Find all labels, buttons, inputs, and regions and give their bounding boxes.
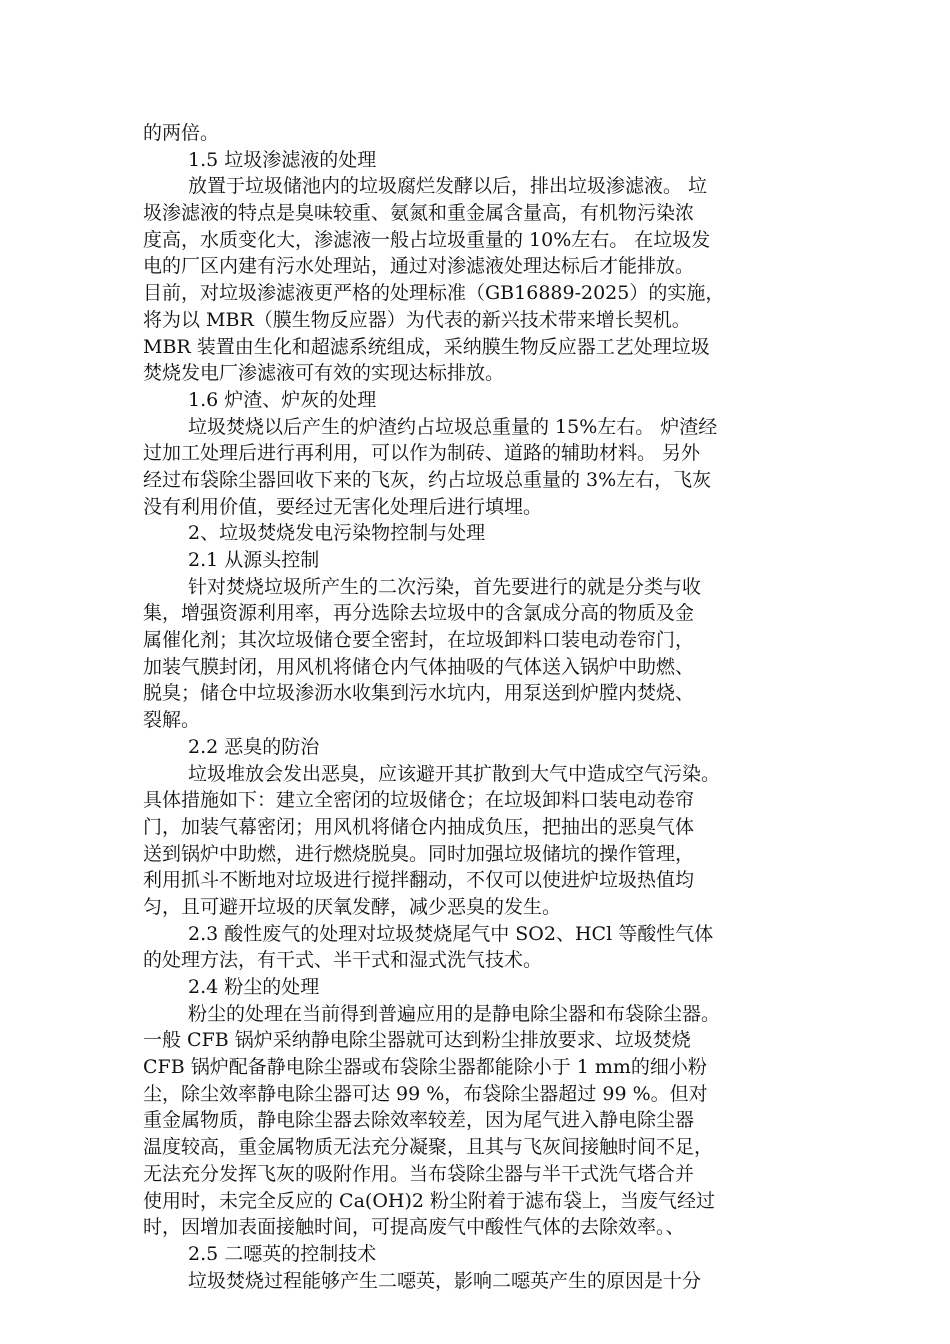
paragraph-line: 圾渗滤液的特点是臭味较重、氨氮和重金属含量高，有机物污染浓	[143, 202, 695, 225]
paragraph-line: 温度较高，重金属物质无法充分凝聚，且其与飞灰间接触时间不足，	[143, 1136, 714, 1159]
paragraph-line: 利用抓斗不断地对垃圾进行搅拌翻动，不仅可以使进炉垃圾热值均	[143, 869, 695, 892]
paragraph-line: 目前，对垃圾渗滤液更严格的处理标准（GB16889-2025）的实施，	[143, 282, 725, 305]
paragraph-line: 一般 CFB 锅炉采纳静电除尘器就可达到粉尘排放要求、垃圾焚烧	[143, 1029, 691, 1052]
paragraph-first-line: 垃圾堆放会发出恶臭，应该避开其扩散到大气中造成空气污染。	[188, 762, 721, 785]
paragraph-line: 门，加装气幕密闭；用风机将储仓内抽成负压，把抽出的恶臭气体	[143, 815, 695, 838]
paragraph-first-line: 2.3 酸性废气的处理对垃圾焚烧尾气中 SO2、HCl 等酸性气体	[188, 922, 714, 945]
paragraph-line: 重金属物质，静电除尘器去除效率较差，因为尾气进入静电除尘器	[143, 1109, 695, 1132]
paragraph-line: 电的厂区内建有污水处理站，通过对渗滤液处理达标后才能排放。	[143, 255, 695, 278]
paragraph-line: 的处理方法，有干式、半干式和湿式洗气技术。	[143, 949, 543, 972]
paragraph-line: 将为以 MBR（膜生物反应器）为代表的新兴技术带来增长契机。	[143, 308, 691, 331]
paragraph-line: 没有利用价值，要经过无害化处理后进行填埋。	[143, 495, 543, 518]
paragraph-line: 无法充分发挥飞灰的吸附作用。当布袋除尘器与半干式洗气塔合并	[143, 1162, 695, 1185]
paragraph-line: 经过布袋除尘器回收下来的飞灰，约占垃圾总重量的 3%左右，飞灰	[143, 468, 712, 491]
paragraph-line: 匀，且可避开垃圾的厌氧发酵，减少恶臭的发生。	[143, 895, 562, 918]
paragraph-first-line: 2.1 从源头控制	[188, 549, 320, 571]
paragraph-first-line: 1.6 炉渣、炉灰的处理	[188, 388, 377, 411]
paragraph-line: 送到锅炉中助燃，进行燃烧脱臭。同时加强垃圾储坑的操作管理，	[143, 842, 695, 865]
paragraph-line: 加装气膜封闭，用风机将储仓内气体抽吸的气体送入锅炉中助燃、	[143, 655, 695, 678]
paragraph-line: 脱臭；储仓中垃圾渗沥水收集到污水坑内，用泵送到炉膛内焚烧、	[143, 682, 695, 705]
paragraph-line: 集，增强资源利用率，再分选除去垃圾中的含氯成分高的物质及金	[143, 602, 695, 625]
paragraph-line: 具体措施如下：建立全密闭的垃圾储仓；在垃圾卸料口装电动卷帘	[143, 789, 695, 812]
document-body	[143, 120, 807, 1294]
paragraph-first-line: 2、垃圾焚烧发电污染物控制与处理	[188, 522, 486, 545]
paragraph-first-line: 垃圾焚烧以后产生的炉渣约占垃圾总重量的 15%左右。 炉渣经	[188, 415, 718, 438]
paragraph-first-line: 2.4 粉尘的处理	[188, 976, 320, 998]
paragraph-line: 属催化剂；其次垃圾储仓要全密封，在垃圾卸料口装电动卷帘门，	[143, 629, 695, 652]
paragraph-line: 裂解。	[143, 709, 201, 732]
paragraph-line: 焚烧发电厂渗滤液可有效的实现达标排放。	[143, 362, 505, 385]
paragraph-line: 过加工处理后进行再利用，可以作为制砖、道路的辅助材料。 另外	[143, 442, 701, 465]
paragraph-first-line: 垃圾焚烧过程能够产生二噁英，影响二噁英产生的原因是十分	[188, 1269, 702, 1292]
paragraph-first-line: 放置于垃圾储池内的垃圾腐烂发酵以后，排出垃圾渗滤液。 垃	[188, 175, 708, 198]
paragraph-line: 尘，除尘效率静电除尘器可达 99 %，布袋除尘器超过 99 %。但对	[143, 1082, 708, 1105]
paragraph-first-line: 粉尘的处理在当前得到普遍应用的是静电除尘器和布袋除尘器。	[188, 1002, 721, 1025]
paragraph-first-line: 2.5 二噁英的控制技术	[188, 1242, 377, 1265]
paragraph-first-line: 针对焚烧垃圾所产生的二次污染，首先要进行的就是分类与收	[188, 575, 702, 598]
paragraph-line: 时，因增加表面接触时间，可提高废气中酸性气体的去除效率。、	[143, 1216, 685, 1239]
paragraph-line: 度高，水质变化大，渗滤液一般占垃圾重量的 10%左右。 在垃圾发	[143, 228, 711, 251]
paragraph-line: MBR 装置由生化和超滤系统组成，采纳膜生物反应器工艺处理垃圾	[143, 335, 710, 358]
paragraph-line: 使用时，未完全反应的 Ca(OH)2 粉尘附着于滤布袋上，当废气经过	[143, 1189, 716, 1212]
paragraph-first-line: 2.2 恶臭的防治	[188, 735, 320, 758]
paragraph-first-line: 1.5 垃圾渗滤液的处理	[188, 148, 377, 171]
paragraph-line: CFB 锅炉配备静电除尘器或布袋除尘器都能除小于 1 mm的细小粉	[143, 1056, 707, 1079]
paragraph-line: 的两倍。	[143, 122, 220, 144]
